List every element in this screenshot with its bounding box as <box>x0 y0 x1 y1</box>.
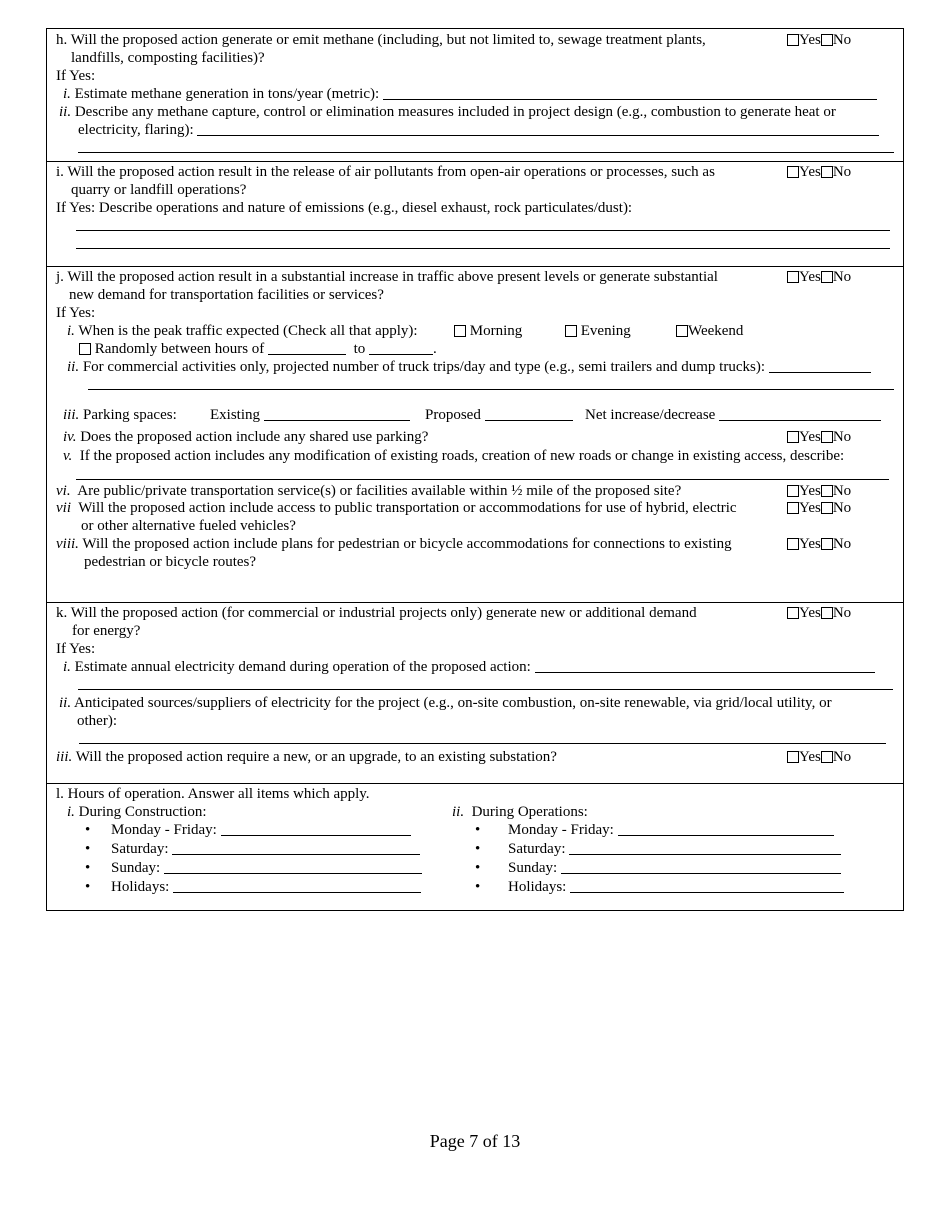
section-k-item-ii-label: Anticipated sources/suppliers of electricity for the project (e.g., on-site combustion, on-site renewable, via grid/local utility, or <box>74 695 832 711</box>
bullet: • <box>475 822 481 838</box>
truck-trips-input[interactable] <box>769 358 871 373</box>
no-label: No <box>832 536 852 552</box>
peak-evening-checkbox[interactable] <box>565 325 577 337</box>
construction-saturday-input[interactable] <box>172 840 420 855</box>
parking-existing-input[interactable] <box>264 406 410 421</box>
section-h-item-ii <box>59 103 836 121</box>
methane-capture-input[interactable] <box>197 121 879 136</box>
section-l-title: l. Hours of operation. Answer all items which apply. <box>56 786 370 802</box>
yes-label: Yes <box>799 483 821 499</box>
electricity-sources-input[interactable] <box>79 743 886 744</box>
yes-label: Yes <box>799 32 821 48</box>
to-label: to <box>353 341 366 357</box>
yes-label: Yes <box>799 164 821 180</box>
bullet: • <box>85 841 91 857</box>
saturday-label: Saturday: <box>111 841 169 857</box>
section-j-question-line1: j. Will the proposed action result in a substantial increase in traffic above present levels or generate substantial <box>56 269 718 285</box>
parking-net-input[interactable] <box>719 406 881 421</box>
section-k-question-line2: for energy? <box>72 623 141 639</box>
section-j-vii-yes-no <box>787 499 851 517</box>
peak-evening-option <box>565 322 631 340</box>
ped-bike-yes-checkbox[interactable] <box>787 538 799 550</box>
section-i-yes-no <box>787 163 851 181</box>
section-j-if-yes: If Yes: <box>56 305 96 321</box>
no-label: No <box>832 269 852 285</box>
yes-label: Yes <box>799 500 821 516</box>
environmental-assessment-form <box>46 28 904 911</box>
yes-label: Yes <box>799 536 821 552</box>
construction-holidays-input[interactable] <box>173 878 421 893</box>
no-label: No <box>832 32 852 48</box>
section-i-air-pollutants <box>47 162 903 267</box>
section-j-traffic <box>47 267 903 603</box>
peak-random-checkbox[interactable] <box>79 343 91 355</box>
section-h-item-i <box>63 85 877 103</box>
item-numeral: v. <box>63 448 73 464</box>
emissions-description-line1[interactable] <box>76 230 890 231</box>
operations-weekday <box>508 821 834 839</box>
section-j-item-ii <box>67 358 871 376</box>
road-modification-input[interactable] <box>76 479 889 480</box>
section-j-item-vi-label: Are public/private transportation service(s) or facilities available within ½ mile of the proposed site? <box>77 483 682 499</box>
peak-weekend-option <box>676 322 743 340</box>
section-k-if-yes: If Yes: <box>56 641 96 657</box>
construction-sunday <box>111 859 422 877</box>
item-numeral: ii. <box>59 104 72 120</box>
transit-service-no-checkbox[interactable] <box>821 485 833 497</box>
section-k-yes-no <box>787 604 851 622</box>
parking-existing-label: Existing <box>210 407 261 423</box>
item-numeral: ii. <box>59 695 72 711</box>
section-j-question-line2: new demand for transportation facilities or services? <box>69 287 384 303</box>
shared-parking-yes-checkbox[interactable] <box>787 431 799 443</box>
weekday-label: Monday - Friday: <box>508 822 614 838</box>
electricity-demand-input[interactable] <box>535 658 875 673</box>
section-i-question-line2: quarry or landfill operations? <box>71 182 247 198</box>
section-j-item-v <box>63 447 844 465</box>
peak-random-option <box>79 340 437 358</box>
section-k-item-iii-label: Will the proposed action require a new, or an upgrade, to an existing substation? <box>75 749 557 765</box>
page-number: Page 7 of 13 <box>429 1131 521 1151</box>
section-k-item-i-label: Estimate annual electricity demand during operation of the proposed action: <box>74 659 531 675</box>
no-label: No <box>832 605 852 621</box>
section-l-hours <box>47 784 903 911</box>
parking-existing <box>210 406 410 424</box>
section-j-yes-no <box>787 268 851 286</box>
item-numeral: ii. <box>452 804 465 820</box>
section-j-item-iii <box>63 406 177 424</box>
peak-morning-checkbox[interactable] <box>454 325 466 337</box>
item-numeral: i. <box>67 323 75 339</box>
section-j-iv-yes-no <box>787 428 851 446</box>
random-hours-to-input[interactable] <box>369 340 433 355</box>
peak-weekend-checkbox[interactable] <box>676 325 688 337</box>
substation-yes-checkbox[interactable] <box>787 751 799 763</box>
section-h-item-ii-line2 <box>78 121 879 139</box>
construction-weekday-input[interactable] <box>221 821 411 836</box>
construction-weekday <box>111 821 411 839</box>
section-h-question-line1: h. Will the proposed action generate or emit methane (including, but not limited to, sewage treatment plants, <box>56 32 706 48</box>
no-label: No <box>832 429 852 445</box>
ped-bike-no-checkbox[interactable] <box>821 538 833 550</box>
section-j-viii-yes-no <box>787 535 851 553</box>
section-j-item-i <box>67 322 418 340</box>
peak-weekend-label: Weekend <box>688 323 744 339</box>
section-k-question-line1: k. Will the proposed action (for commercial or industrial projects only) generate new or additional demand <box>56 605 697 621</box>
bullet: • <box>475 860 481 876</box>
item-numeral: i. <box>67 804 75 820</box>
substation-no-checkbox[interactable] <box>821 751 833 763</box>
section-j-item-viii-label: Will the proposed action include plans for pedestrian or bicycle accommodations for connections to existing <box>82 536 732 552</box>
transit-service-yes-checkbox[interactable] <box>787 485 799 497</box>
section-i-no-checkbox[interactable] <box>821 166 833 178</box>
bullet: • <box>475 841 481 857</box>
no-label: No <box>832 164 852 180</box>
electricity-demand-input-line2[interactable] <box>78 689 893 690</box>
section-h-item-ii-label-cont: electricity, flaring): <box>78 122 194 138</box>
parking-net <box>585 406 881 424</box>
parking-spaces-label: Parking spaces: <box>83 407 177 423</box>
section-h-yes-checkbox[interactable] <box>787 34 799 46</box>
section-j-item-viii <box>56 535 732 553</box>
random-hours-from-input[interactable] <box>268 340 346 355</box>
item-numeral: viii. <box>56 536 79 552</box>
item-numeral: iv. <box>63 429 77 445</box>
section-k-item-iii <box>56 748 557 766</box>
holidays-label: Holidays: <box>111 879 170 895</box>
item-numeral: i. <box>63 659 71 675</box>
no-label: No <box>832 483 852 499</box>
construction-hours-heading <box>67 803 207 821</box>
methane-generation-input[interactable] <box>383 85 877 100</box>
operations-sunday-input[interactable] <box>561 859 841 874</box>
item-numeral: vii <box>56 500 71 516</box>
peak-morning-label: Morning <box>469 323 523 339</box>
holidays-label: Holidays: <box>508 879 567 895</box>
peak-morning-option <box>454 322 522 340</box>
item-numeral: iii. <box>56 749 73 765</box>
construction-hours-label: During Construction: <box>78 804 207 820</box>
yes-label: Yes <box>799 605 821 621</box>
yes-label: Yes <box>799 749 821 765</box>
section-h-yes-no <box>787 31 851 49</box>
weekday-label: Monday - Friday: <box>111 822 217 838</box>
section-k-yes-checkbox[interactable] <box>787 607 799 619</box>
section-j-item-ii-label: For commercial activities only, projected number of truck trips/day and type (e.g., semi trailers and dump trucks): <box>82 359 766 375</box>
methane-capture-input-line2[interactable] <box>78 152 894 153</box>
section-j-no-checkbox[interactable] <box>821 271 833 283</box>
operations-hours-label: During Operations: <box>471 804 588 820</box>
section-j-item-iv <box>63 428 428 446</box>
bullet: • <box>475 879 481 895</box>
operations-saturday <box>508 840 841 858</box>
operations-holidays <box>508 878 844 896</box>
section-j-item-v-label: If the proposed action includes any modification of existing roads, creation of new roads or change in existing access, describe: <box>79 448 845 464</box>
section-j-item-i-label: When is the peak traffic expected (Check all that apply): <box>78 323 418 339</box>
section-i-yes-checkbox[interactable] <box>787 166 799 178</box>
section-k-iii-yes-no <box>787 748 851 766</box>
construction-saturday <box>111 840 420 858</box>
bullet: • <box>85 860 91 876</box>
section-j-item-viii-line2: pedestrian or bicycle routes? <box>84 554 257 570</box>
peak-evening-label: Evening <box>580 323 631 339</box>
operations-holidays-input[interactable] <box>570 878 844 893</box>
shared-parking-no-checkbox[interactable] <box>821 431 833 443</box>
parking-proposed-label: Proposed <box>425 407 481 423</box>
section-h-if-yes: If Yes: <box>56 68 96 84</box>
section-i-question-line1: i. Will the proposed action result in the release of air pollutants from open-air operations or processes, such as <box>56 164 715 180</box>
section-j-item-vii-label: Will the proposed action include access to public transportation or accommodations for use of hybrid, electric <box>78 500 737 516</box>
emissions-description-line2[interactable] <box>76 248 890 249</box>
parking-proposed-input[interactable] <box>485 406 573 421</box>
section-i-if-yes: If Yes: Describe operations and nature of emissions (e.g., diesel exhaust, rock particulates/dust): <box>56 200 633 216</box>
operations-saturday-input[interactable] <box>569 840 841 855</box>
section-j-item-vii <box>56 499 737 517</box>
bullet: • <box>85 822 91 838</box>
section-j-item-vii-line2: or other alternative fueled vehicles? <box>81 518 296 534</box>
construction-sunday-input[interactable] <box>164 859 422 874</box>
section-j-yes-checkbox[interactable] <box>787 271 799 283</box>
yes-label: Yes <box>799 269 821 285</box>
section-j-item-iv-label: Does the proposed action include any shared use parking? <box>80 429 429 445</box>
construction-holidays <box>111 878 421 896</box>
sunday-label: Sunday: <box>508 860 558 876</box>
section-h-no-checkbox[interactable] <box>821 34 833 46</box>
alt-fuel-access-yes-checkbox[interactable] <box>787 502 799 514</box>
section-h-methane <box>47 29 903 162</box>
section-k-item-i <box>63 658 875 676</box>
section-j-vi-yes-no <box>787 482 851 500</box>
section-h-item-ii-label: Describe any methane capture, control or elimination measures included in project design (e.g., combustion to generate heat or <box>74 104 836 120</box>
bullet: • <box>85 879 91 895</box>
yes-label: Yes <box>799 429 821 445</box>
section-k-item-ii-line2: other): <box>77 713 117 729</box>
parking-net-label: Net increase/decrease <box>585 407 716 423</box>
truck-trips-input-line2[interactable] <box>88 389 894 390</box>
operations-weekday-input[interactable] <box>618 821 834 836</box>
section-h-question-line2: landfills, composting facilities)? <box>71 50 265 66</box>
item-numeral: iii. <box>63 407 80 423</box>
section-k-no-checkbox[interactable] <box>821 607 833 619</box>
peak-random-label: Randomly between hours of <box>94 341 265 357</box>
section-j-item-vi <box>56 482 681 500</box>
section-k-energy <box>47 603 903 784</box>
operations-sunday <box>508 859 841 877</box>
section-h-item-i-label: Estimate methane generation in tons/year (metric): <box>74 86 380 102</box>
item-numeral: i. <box>63 86 71 102</box>
period: . <box>432 341 437 357</box>
sunday-label: Sunday: <box>111 860 161 876</box>
item-numeral: vi. <box>56 483 71 499</box>
parking-proposed <box>425 406 573 424</box>
no-label: No <box>832 749 852 765</box>
item-numeral: ii. <box>67 359 80 375</box>
operations-hours-heading <box>452 803 588 821</box>
section-k-item-ii <box>59 694 832 712</box>
saturday-label: Saturday: <box>508 841 566 857</box>
alt-fuel-access-no-checkbox[interactable] <box>821 502 833 514</box>
no-label: No <box>832 500 852 516</box>
